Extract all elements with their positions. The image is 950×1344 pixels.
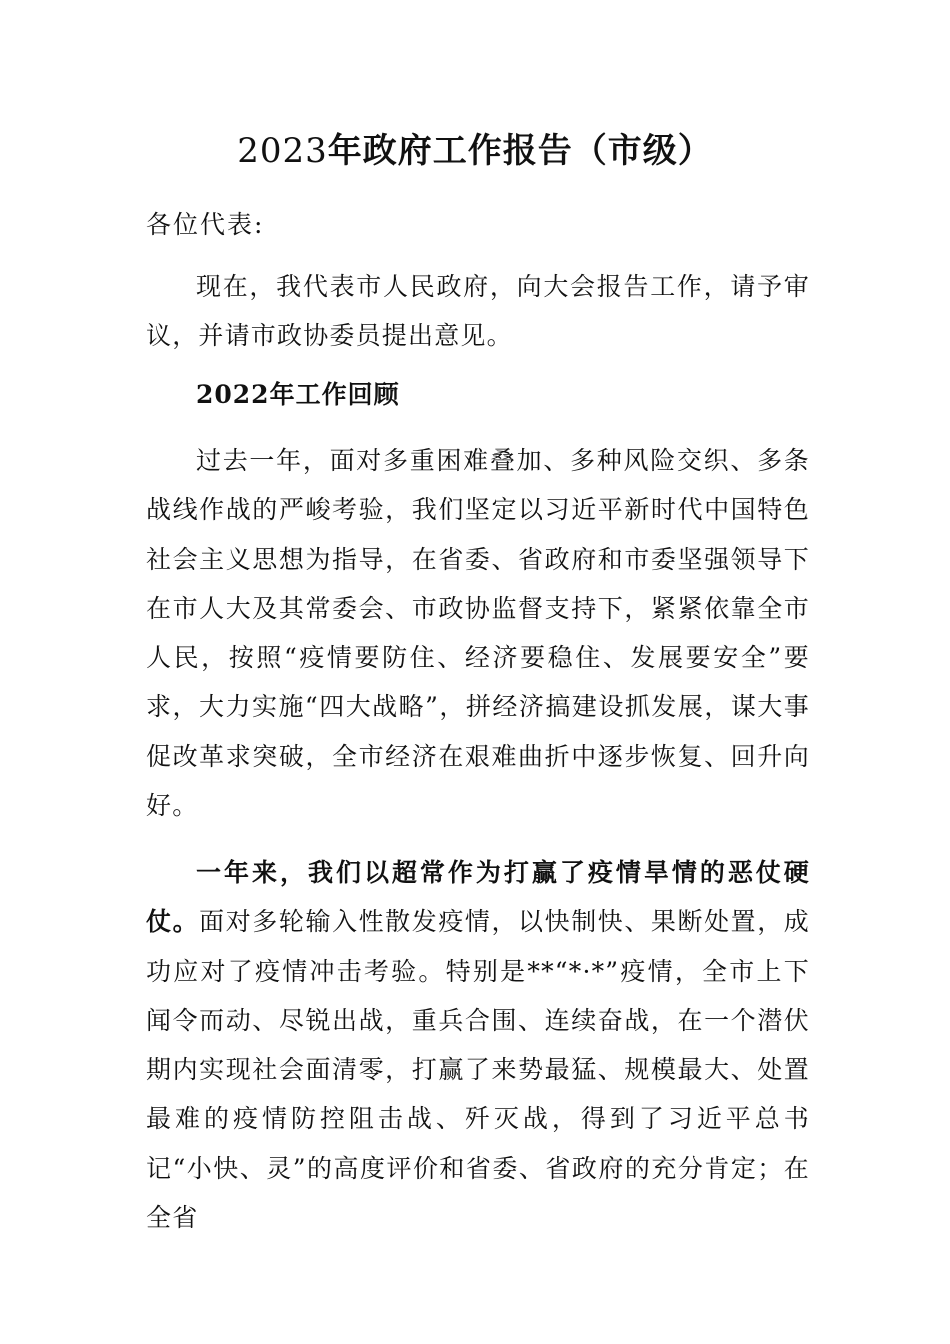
section-heading: 2022年工作回顾 — [196, 380, 400, 409]
document-title — [0, 128, 950, 174]
title-year: 2023 — [237, 131, 328, 171]
intro-paragraph: 现在，我代表市人民政府，向大会报告工作，请予审议，并请市政协委员提出意见。 — [146, 272, 810, 351]
salutation: 各位代表: — [146, 210, 265, 239]
achievement-paragraph — [146, 848, 810, 1242]
achievement-body: 面对多轮输入性散发疫情，以快制快、果断处置，成功应对了疫情冲击考验。特别是**“*·*”疫情，全市上下闻令而动、尽锐出战，重兵合围、连续奋战，在一个潜伏期内实现社会面清零，打赢了来势最猛、规模最大、处置最难的疫情防控阻击战、歼灭战，得到了习近平总书记“小快、灵”的高度评价和省委、省政府的充分肯定；在全省 — [146, 907, 810, 1233]
achievement-lead: 一年来，我们以超常作为打赢了疫情旱情的恶仗硬仗。 — [146, 858, 810, 937]
review-paragraph: 过去一年，面对多重困难叠加、多种风险交织、多条战线作战的严峻考验，我们坚定以习近平新时代中国特色社会主义思想为指导，在省委、省政府和市委坚强领导下在市人大及其常委会、市政协监督支持下，紧紧依靠全市人民，按照“疫情要防住、经济要稳住、发展要安全”要求，大力实施“四大战略”，拼经济搞建设抓发展，谋大事促改革求突破，全市经济在艰难曲折中逐步恢复、回升向好。 — [146, 446, 810, 821]
title-text: 年政府工作报告（市级） — [327, 131, 713, 171]
